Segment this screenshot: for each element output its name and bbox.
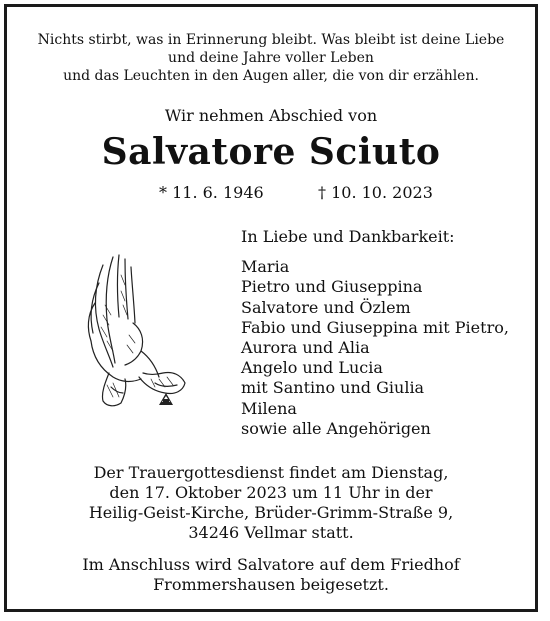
burial-line: Im Anschluss wird Salvatore auf dem Friedhof xyxy=(82,555,460,574)
praying-hands-icon xyxy=(55,245,205,425)
deceased-name: Salvatore Sciuto xyxy=(101,131,441,173)
memorial-poem xyxy=(7,31,535,85)
service-line: Der Trauergottesdienst findet am Dienstag, xyxy=(93,463,449,482)
family-heading: In Liebe und Dankbarkeit: xyxy=(241,227,455,246)
poem-line: und das Leuchten in den Augen aller, die von dir erzählen. xyxy=(63,68,479,84)
family-list xyxy=(241,227,509,439)
family-member: Milena xyxy=(241,398,297,418)
service-line: Heilig-Geist-Kirche, Brüder-Grimm-Straße 9, xyxy=(88,503,454,522)
family-member: mit Santino und Giulia xyxy=(241,378,425,398)
family-member: Aurora und Alia xyxy=(241,338,370,358)
family-member: Salvatore und Özlem xyxy=(241,297,411,317)
service-notice xyxy=(7,463,535,543)
burial-notice xyxy=(7,555,535,595)
poem-line: Nichts stirbt, was in Erinnerung bleibt. Was bleibt ist deine Liebe xyxy=(37,32,505,48)
service-line: 34246 Vellmar statt. xyxy=(188,523,354,542)
poem-line: und deine Jahre voller Leben xyxy=(168,50,374,66)
burial-line: Frommershausen beigesetzt. xyxy=(153,575,389,594)
family-member: Pietro und Giuseppina xyxy=(241,277,423,297)
family-member: Angelo und Lucia xyxy=(241,358,383,378)
family-member: Maria xyxy=(241,257,290,277)
obituary-card xyxy=(4,4,538,612)
birth-date: * 11. 6. 1946 xyxy=(159,183,264,202)
service-line: den 17. Oktober 2023 um 11 Uhr in der xyxy=(109,483,433,502)
family-member: sowie alle Angehörigen xyxy=(241,418,431,438)
farewell-intro: Wir nehmen Abschied von xyxy=(164,106,378,125)
death-date: † 10. 10. 2023 xyxy=(318,183,433,202)
family-member: Fabio und Giuseppina mit Pietro, xyxy=(241,317,509,337)
